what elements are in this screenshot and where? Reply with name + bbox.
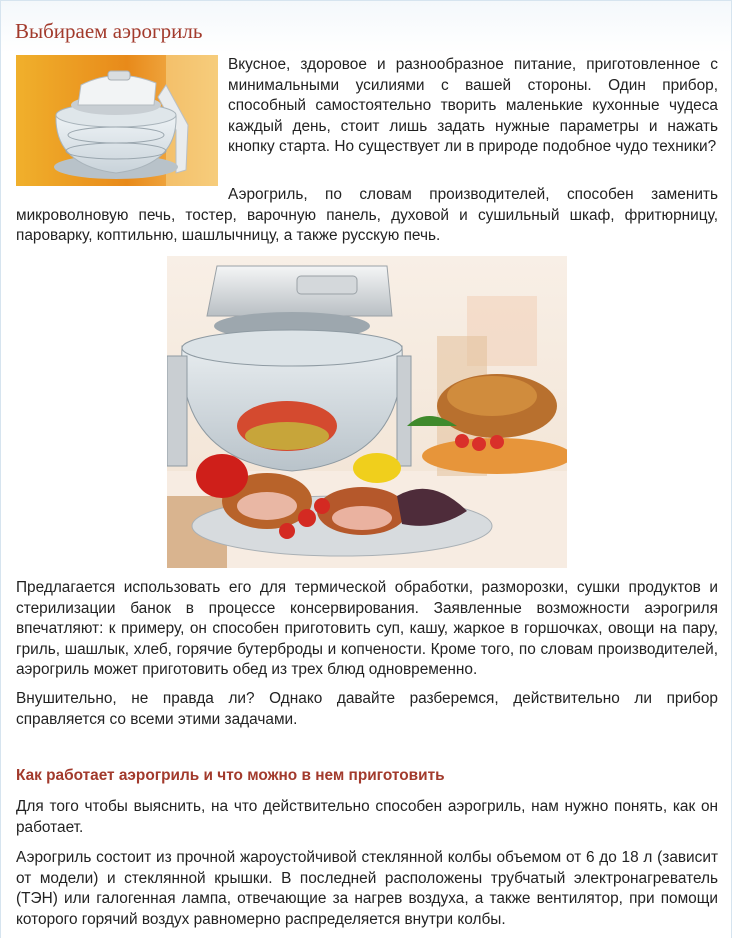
paragraph-how-it-works: Для того чтобы выяснить, на что действительно способен аэрогриль, нам нужно понять, как он работает. (16, 798, 718, 836)
airfryer-photo (16, 55, 218, 186)
intro-paragraph-1: Вкусное, здоровое и разнообразное питание, приготовленное с минимальными усилиями с вашей стороны. Один прибор, способный самостоятельно творить маленькие кухонные чудеса каждый день, стоит лишь задать нужные параметры и нажать кнопку старта. Но существует ли в природе подобное чудо техники? (228, 56, 718, 155)
paragraph-capabilities: Предлагается использовать его для термической обработки, разморозки, сушки продуктов и стерилизации банок в процессе консервирования. Заявленные возможности аэрогриля впечатляют: к примеру, он способен приготовить суп, кашу, жаркое в горшочках, овощи на пару, гриль, шашлык, хлеб, горячие бутерброды и копчености. Кроме того, по словам производителей, аэрогриль может приготовить обед из трех блюд одновременно. (16, 579, 718, 678)
intro-paragraph-2-text: Аэрогриль, по словам производителей, способен заменить микроволновую печь, тостер, варочную панель, духовой и сушильный шкаф, фритюрницу, пароварку, коптильню, шашлычницу, а также русскую печь. (16, 186, 718, 244)
airfryer-food-photo (167, 256, 567, 568)
paragraph-construction: Аэрогриль состоит из прочной жароустойчивой стеклянной колбы объемом от 6 до 18 л (зависит от модели) и стеклянной крышки. В последней расположены трубчатый электронагреватель (ТЭН) или галогенная лампа, отвечающие за нагрев воздуха, а также вентилятор, при помощи которого горячий воздух равномерно распределяется внутри колбы. (16, 849, 718, 928)
article-title: Выбираем аэрогриль (15, 19, 203, 43)
paragraph-question: Внушительно, не правда ли? Однако давайте разберемся, действительно ли прибор справляется со всеми этими задачами. (16, 690, 718, 728)
section-heading: Как работает аэрогриль и что можно в нем приготовить (16, 767, 445, 784)
intro-paragraph-2 (16, 185, 718, 247)
